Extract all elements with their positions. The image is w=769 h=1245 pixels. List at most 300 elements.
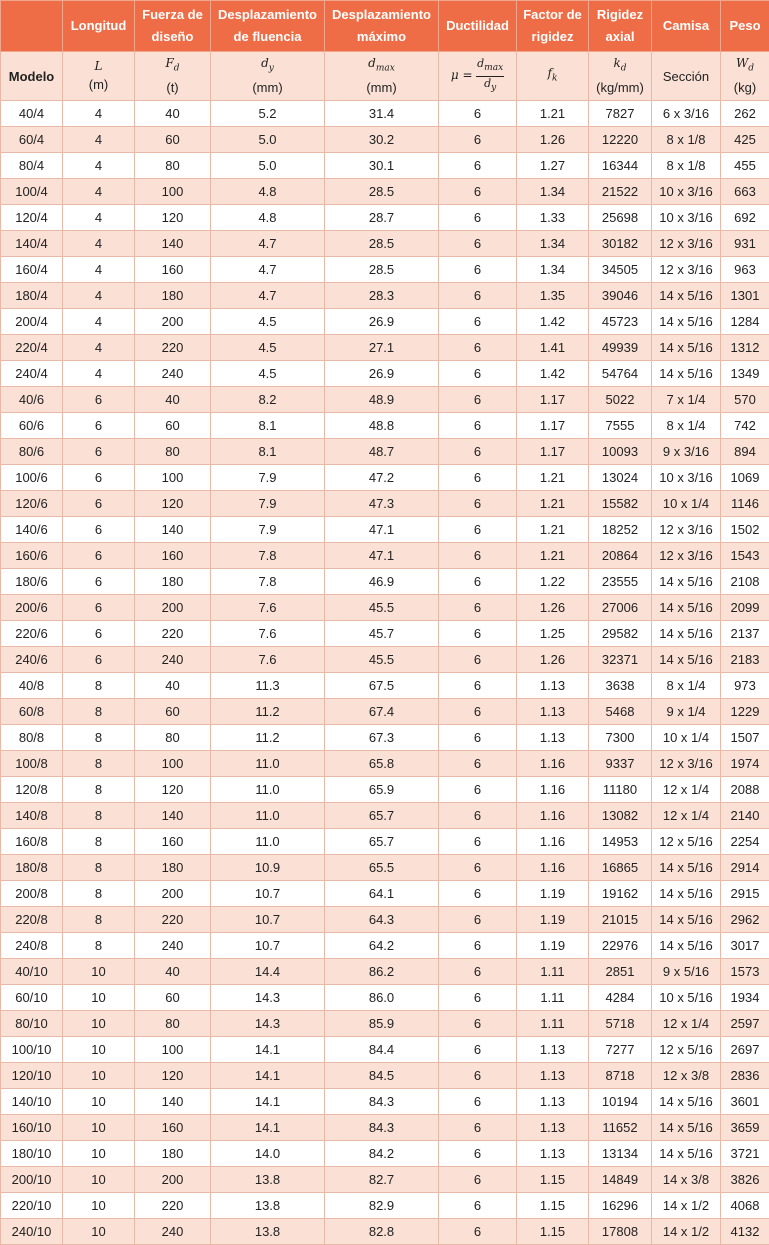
cell-desplazamiento-fluencia: 14.0	[211, 1141, 325, 1167]
cell-rigidez-axial: 7277	[589, 1037, 652, 1063]
cell-ductilidad: 6	[439, 1063, 517, 1089]
cell-ductilidad: 6	[439, 153, 517, 179]
cell-ductilidad: 6	[439, 647, 517, 673]
cell-ductilidad: 6	[439, 933, 517, 959]
cell-peso: 4132	[721, 1219, 769, 1245]
cell-modelo: 120/10	[1, 1063, 63, 1089]
table-row	[1, 985, 769, 1011]
cell-rigidez-axial: 34505	[589, 257, 652, 283]
cell-factor-rigidez: 1.25	[517, 621, 589, 647]
cell-rigidez-axial: 27006	[589, 595, 652, 621]
cell-desplazamiento-fluencia: 7.8	[211, 543, 325, 569]
cell-longitud: 8	[63, 673, 135, 699]
cell-longitud: 10	[63, 1167, 135, 1193]
cell-ductilidad: 6	[439, 1115, 517, 1141]
cell-modelo: 220/6	[1, 621, 63, 647]
cell-fuerza: 60	[135, 699, 211, 725]
cell-desplazamiento-maximo: 64.2	[325, 933, 439, 959]
table-row	[1, 1193, 769, 1219]
table-row	[1, 387, 769, 413]
cell-desplazamiento-fluencia: 14.1	[211, 1063, 325, 1089]
cell-ductilidad: 6	[439, 777, 517, 803]
table-row	[1, 309, 769, 335]
cell-rigidez-axial: 16344	[589, 153, 652, 179]
cell-rigidez-axial: 14849	[589, 1167, 652, 1193]
cell-rigidez-axial: 13082	[589, 803, 652, 829]
table-row	[1, 439, 769, 465]
cell-fuerza: 80	[135, 153, 211, 179]
cell-desplazamiento-fluencia: 4.5	[211, 309, 325, 335]
cell-desplazamiento-maximo: 86.0	[325, 985, 439, 1011]
table-row	[1, 751, 769, 777]
cell-fuerza: 100	[135, 751, 211, 777]
cell-ductilidad: 6	[439, 387, 517, 413]
cell-peso: 262	[721, 101, 769, 127]
cell-desplazamiento-fluencia: 10.7	[211, 933, 325, 959]
cell-longitud: 8	[63, 751, 135, 777]
cell-peso: 4068	[721, 1193, 769, 1219]
cell-camisa: 10 x 1/4	[652, 725, 721, 751]
subheader-peso: $W_d$ (kg)	[721, 52, 769, 101]
cell-fuerza: 140	[135, 231, 211, 257]
table-row	[1, 1063, 769, 1089]
cell-ductilidad: 6	[439, 1089, 517, 1115]
cell-fuerza: 180	[135, 1141, 211, 1167]
cell-rigidez-axial: 39046	[589, 283, 652, 309]
cell-rigidez-axial: 13024	[589, 465, 652, 491]
cell-longitud: 6	[63, 647, 135, 673]
cell-desplazamiento-fluencia: 13.8	[211, 1167, 325, 1193]
cell-rigidez-axial: 5718	[589, 1011, 652, 1037]
cell-desplazamiento-maximo: 28.5	[325, 231, 439, 257]
cell-factor-rigidez: 1.19	[517, 933, 589, 959]
cell-factor-rigidez: 1.26	[517, 127, 589, 153]
cell-peso: 1229	[721, 699, 769, 725]
cell-desplazamiento-fluencia: 10.7	[211, 881, 325, 907]
cell-desplazamiento-fluencia: 4.5	[211, 361, 325, 387]
cell-fuerza: 160	[135, 1115, 211, 1141]
cell-fuerza: 180	[135, 569, 211, 595]
cell-camisa: 7 x 1/4	[652, 387, 721, 413]
cell-fuerza: 80	[135, 1011, 211, 1037]
cell-desplazamiento-fluencia: 4.7	[211, 257, 325, 283]
cell-desplazamiento-fluencia: 14.4	[211, 959, 325, 985]
cell-ductilidad: 6	[439, 569, 517, 595]
cell-factor-rigidez: 1.42	[517, 309, 589, 335]
cell-desplazamiento-maximo: 64.1	[325, 881, 439, 907]
table-row	[1, 933, 769, 959]
table-row	[1, 1167, 769, 1193]
cell-longitud: 6	[63, 465, 135, 491]
cell-fuerza: 140	[135, 1089, 211, 1115]
cell-peso: 3601	[721, 1089, 769, 1115]
cell-factor-rigidez: 1.13	[517, 673, 589, 699]
cell-desplazamiento-fluencia: 11.0	[211, 751, 325, 777]
cell-factor-rigidez: 1.34	[517, 257, 589, 283]
cell-factor-rigidez: 1.16	[517, 777, 589, 803]
cell-factor-rigidez: 1.13	[517, 1141, 589, 1167]
cell-ductilidad: 6	[439, 439, 517, 465]
cell-camisa: 14 x 5/16	[652, 361, 721, 387]
cell-ductilidad: 6	[439, 881, 517, 907]
cell-desplazamiento-fluencia: 10.9	[211, 855, 325, 881]
cell-factor-rigidez: 1.33	[517, 205, 589, 231]
cell-longitud: 4	[63, 127, 135, 153]
cell-desplazamiento-maximo: 30.1	[325, 153, 439, 179]
cell-modelo: 240/10	[1, 1219, 63, 1245]
table-row	[1, 491, 769, 517]
cell-longitud: 8	[63, 803, 135, 829]
cell-ductilidad: 6	[439, 673, 517, 699]
cell-modelo: 140/6	[1, 517, 63, 543]
cell-modelo: 140/8	[1, 803, 63, 829]
cell-camisa: 9 x 5/16	[652, 959, 721, 985]
table-row	[1, 725, 769, 751]
cell-longitud: 4	[63, 335, 135, 361]
cell-longitud: 10	[63, 1089, 135, 1115]
cell-factor-rigidez: 1.21	[517, 101, 589, 127]
cell-modelo: 100/8	[1, 751, 63, 777]
cell-desplazamiento-fluencia: 13.8	[211, 1219, 325, 1245]
cell-desplazamiento-fluencia: 7.9	[211, 465, 325, 491]
cell-desplazamiento-fluencia: 14.1	[211, 1089, 325, 1115]
header-ductilidad: Ductilidad	[439, 1, 517, 52]
cell-desplazamiento-maximo: 47.2	[325, 465, 439, 491]
cell-desplazamiento-maximo: 28.7	[325, 205, 439, 231]
cell-factor-rigidez: 1.11	[517, 1011, 589, 1037]
table-row	[1, 673, 769, 699]
cell-longitud: 6	[63, 543, 135, 569]
cell-longitud: 4	[63, 205, 135, 231]
table-row	[1, 569, 769, 595]
cell-desplazamiento-maximo: 82.9	[325, 1193, 439, 1219]
cell-camisa: 10 x 1/4	[652, 491, 721, 517]
cell-modelo: 40/8	[1, 673, 63, 699]
cell-peso: 570	[721, 387, 769, 413]
cell-desplazamiento-maximo: 27.1	[325, 335, 439, 361]
cell-desplazamiento-fluencia: 7.8	[211, 569, 325, 595]
cell-desplazamiento-fluencia: 7.6	[211, 647, 325, 673]
cell-desplazamiento-fluencia: 4.5	[211, 335, 325, 361]
cell-desplazamiento-fluencia: 5.0	[211, 153, 325, 179]
cell-desplazamiento-fluencia: 11.0	[211, 803, 325, 829]
cell-modelo: 120/4	[1, 205, 63, 231]
header-blank	[1, 1, 63, 52]
subheader-ductilidad-formula: μ = $\frac{d_{max}}{d_y}$	[439, 52, 517, 101]
cell-modelo: 40/10	[1, 959, 63, 985]
cell-camisa: 12 x 1/4	[652, 803, 721, 829]
cell-desplazamiento-fluencia: 14.3	[211, 985, 325, 1011]
cell-fuerza: 40	[135, 387, 211, 413]
cell-desplazamiento-fluencia: 14.1	[211, 1037, 325, 1063]
header-desplazamiento-fluencia: Desplazamiento de fluencia	[211, 1, 325, 52]
cell-modelo: 100/10	[1, 1037, 63, 1063]
cell-desplazamiento-maximo: 65.5	[325, 855, 439, 881]
header-desplazamiento-maximo: Desplazamiento máximo	[325, 1, 439, 52]
cell-fuerza: 160	[135, 257, 211, 283]
table-row	[1, 803, 769, 829]
cell-desplazamiento-maximo: 47.1	[325, 543, 439, 569]
cell-camisa: 12 x 5/16	[652, 829, 721, 855]
cell-fuerza: 120	[135, 205, 211, 231]
cell-peso: 2088	[721, 777, 769, 803]
cell-desplazamiento-maximo: 45.5	[325, 595, 439, 621]
cell-factor-rigidez: 1.21	[517, 517, 589, 543]
cell-ductilidad: 6	[439, 1193, 517, 1219]
cell-camisa: 8 x 1/8	[652, 153, 721, 179]
cell-ductilidad: 6	[439, 985, 517, 1011]
table-row	[1, 855, 769, 881]
cell-fuerza: 60	[135, 127, 211, 153]
cell-fuerza: 120	[135, 491, 211, 517]
cell-desplazamiento-fluencia: 4.8	[211, 179, 325, 205]
cell-ductilidad: 6	[439, 699, 517, 725]
cell-desplazamiento-fluencia: 4.8	[211, 205, 325, 231]
cell-ductilidad: 6	[439, 907, 517, 933]
cell-modelo: 180/10	[1, 1141, 63, 1167]
cell-desplazamiento-maximo: 28.5	[325, 179, 439, 205]
subheader-rigidez-axial: $k_d$ (kg/mm)	[589, 52, 652, 101]
cell-modelo: 80/6	[1, 439, 63, 465]
cell-factor-rigidez: 1.13	[517, 1037, 589, 1063]
cell-desplazamiento-maximo: 67.4	[325, 699, 439, 725]
cell-rigidez-axial: 19162	[589, 881, 652, 907]
cell-peso: 894	[721, 439, 769, 465]
cell-fuerza: 80	[135, 439, 211, 465]
cell-rigidez-axial: 16296	[589, 1193, 652, 1219]
cell-longitud: 4	[63, 231, 135, 257]
cell-ductilidad: 6	[439, 1037, 517, 1063]
cell-rigidez-axial: 7555	[589, 413, 652, 439]
cell-modelo: 180/4	[1, 283, 63, 309]
header-peso: Peso	[721, 1, 769, 52]
cell-ductilidad: 6	[439, 595, 517, 621]
ductility-fraction: $\frac{d_{max}}{d_y}$	[476, 57, 504, 94]
cell-longitud: 4	[63, 179, 135, 205]
cell-peso: 1312	[721, 335, 769, 361]
subheader-modelo: Modelo	[1, 52, 63, 101]
cell-peso: 425	[721, 127, 769, 153]
cell-modelo: 220/8	[1, 907, 63, 933]
cell-longitud: 8	[63, 933, 135, 959]
cell-longitud: 4	[63, 283, 135, 309]
cell-factor-rigidez: 1.13	[517, 1063, 589, 1089]
cell-modelo: 160/10	[1, 1115, 63, 1141]
cell-rigidez-axial: 17808	[589, 1219, 652, 1245]
cell-peso: 2914	[721, 855, 769, 881]
cell-modelo: 220/4	[1, 335, 63, 361]
cell-desplazamiento-maximo: 65.8	[325, 751, 439, 777]
cell-ductilidad: 6	[439, 829, 517, 855]
cell-rigidez-axial: 54764	[589, 361, 652, 387]
cell-longitud: 6	[63, 595, 135, 621]
cell-modelo: 120/6	[1, 491, 63, 517]
cell-desplazamiento-maximo: 48.8	[325, 413, 439, 439]
cell-longitud: 6	[63, 569, 135, 595]
subheader-factor-rigidez: $f_k$	[517, 52, 589, 101]
cell-camisa: 14 x 1/2	[652, 1219, 721, 1245]
cell-rigidez-axial: 18252	[589, 517, 652, 543]
cell-camisa: 8 x 1/4	[652, 413, 721, 439]
cell-desplazamiento-fluencia: 11.2	[211, 699, 325, 725]
cell-desplazamiento-maximo: 48.7	[325, 439, 439, 465]
cell-rigidez-axial: 23555	[589, 569, 652, 595]
cell-longitud: 8	[63, 725, 135, 751]
cell-rigidez-axial: 22976	[589, 933, 652, 959]
header-row	[1, 1, 769, 52]
cell-ductilidad: 6	[439, 465, 517, 491]
cell-desplazamiento-fluencia: 7.6	[211, 621, 325, 647]
cell-longitud: 8	[63, 699, 135, 725]
cell-ductilidad: 6	[439, 751, 517, 777]
table-row	[1, 699, 769, 725]
cell-ductilidad: 6	[439, 621, 517, 647]
cell-fuerza: 40	[135, 959, 211, 985]
cell-peso: 2183	[721, 647, 769, 673]
cell-rigidez-axial: 21522	[589, 179, 652, 205]
cell-camisa: 14 x 5/16	[652, 569, 721, 595]
cell-desplazamiento-maximo: 84.4	[325, 1037, 439, 1063]
cell-camisa: 14 x 5/16	[652, 335, 721, 361]
cell-longitud: 10	[63, 985, 135, 1011]
header-camisa: Camisa	[652, 1, 721, 52]
cell-factor-rigidez: 1.16	[517, 803, 589, 829]
table-row	[1, 881, 769, 907]
cell-modelo: 180/8	[1, 855, 63, 881]
cell-modelo: 220/10	[1, 1193, 63, 1219]
cell-camisa: 12 x 3/16	[652, 231, 721, 257]
cell-camisa: 14 x 5/16	[652, 283, 721, 309]
cell-fuerza: 160	[135, 543, 211, 569]
cell-longitud: 4	[63, 257, 135, 283]
cell-modelo: 140/4	[1, 231, 63, 257]
header-longitud: Longitud	[63, 1, 135, 52]
cell-fuerza: 60	[135, 985, 211, 1011]
cell-fuerza: 200	[135, 595, 211, 621]
cell-longitud: 6	[63, 491, 135, 517]
cell-desplazamiento-fluencia: 8.1	[211, 439, 325, 465]
cell-camisa: 10 x 3/16	[652, 205, 721, 231]
cell-longitud: 4	[63, 153, 135, 179]
table-row	[1, 595, 769, 621]
cell-rigidez-axial: 14953	[589, 829, 652, 855]
cell-rigidez-axial: 7827	[589, 101, 652, 127]
cell-rigidez-axial: 8718	[589, 1063, 652, 1089]
cell-peso: 2836	[721, 1063, 769, 1089]
cell-modelo: 80/10	[1, 1011, 63, 1037]
cell-peso: 973	[721, 673, 769, 699]
cell-factor-rigidez: 1.41	[517, 335, 589, 361]
cell-fuerza: 100	[135, 465, 211, 491]
cell-fuerza: 220	[135, 907, 211, 933]
cell-fuerza: 120	[135, 1063, 211, 1089]
cell-factor-rigidez: 1.27	[517, 153, 589, 179]
cell-ductilidad: 6	[439, 283, 517, 309]
cell-modelo: 100/4	[1, 179, 63, 205]
cell-modelo: 240/4	[1, 361, 63, 387]
cell-desplazamiento-fluencia: 11.3	[211, 673, 325, 699]
cell-peso: 1301	[721, 283, 769, 309]
cell-factor-rigidez: 1.21	[517, 491, 589, 517]
cell-camisa: 14 x 5/16	[652, 309, 721, 335]
cell-desplazamiento-fluencia: 5.0	[211, 127, 325, 153]
table-row	[1, 543, 769, 569]
cell-rigidez-axial: 29582	[589, 621, 652, 647]
cell-desplazamiento-maximo: 65.7	[325, 803, 439, 829]
cell-peso: 455	[721, 153, 769, 179]
cell-camisa: 14 x 5/16	[652, 933, 721, 959]
table-row	[1, 907, 769, 933]
cell-rigidez-axial: 16865	[589, 855, 652, 881]
cell-fuerza: 140	[135, 803, 211, 829]
cell-modelo: 180/6	[1, 569, 63, 595]
cell-longitud: 10	[63, 1219, 135, 1245]
subheader-longitud: L (m)	[63, 52, 135, 101]
cell-peso: 1146	[721, 491, 769, 517]
cell-longitud: 10	[63, 1141, 135, 1167]
cell-ductilidad: 6	[439, 725, 517, 751]
cell-factor-rigidez: 1.16	[517, 751, 589, 777]
cell-factor-rigidez: 1.13	[517, 1115, 589, 1141]
cell-camisa: 12 x 1/4	[652, 1011, 721, 1037]
cell-modelo: 60/6	[1, 413, 63, 439]
cell-longitud: 6	[63, 621, 135, 647]
cell-longitud: 8	[63, 777, 135, 803]
cell-camisa: 10 x 3/16	[652, 465, 721, 491]
cell-camisa: 10 x 5/16	[652, 985, 721, 1011]
cell-fuerza: 40	[135, 101, 211, 127]
cell-rigidez-axial: 5022	[589, 387, 652, 413]
cell-desplazamiento-maximo: 67.3	[325, 725, 439, 751]
table-row	[1, 205, 769, 231]
cell-longitud: 8	[63, 907, 135, 933]
cell-ductilidad: 6	[439, 1011, 517, 1037]
cell-rigidez-axial: 11180	[589, 777, 652, 803]
cell-rigidez-axial: 20864	[589, 543, 652, 569]
cell-desplazamiento-maximo: 82.8	[325, 1219, 439, 1245]
cell-rigidez-axial: 32371	[589, 647, 652, 673]
cell-longitud: 10	[63, 1115, 135, 1141]
cell-camisa: 14 x 5/16	[652, 1089, 721, 1115]
cell-longitud: 8	[63, 881, 135, 907]
cell-ductilidad: 6	[439, 543, 517, 569]
cell-modelo: 80/4	[1, 153, 63, 179]
cell-factor-rigidez: 1.21	[517, 543, 589, 569]
cell-camisa: 14 x 5/16	[652, 647, 721, 673]
cell-factor-rigidez: 1.11	[517, 985, 589, 1011]
subheader-desplazamiento-maximo: $d_{max}$ (mm)	[325, 52, 439, 101]
cell-desplazamiento-fluencia: 11.0	[211, 829, 325, 855]
cell-peso: 1573	[721, 959, 769, 985]
cell-desplazamiento-fluencia: 4.7	[211, 231, 325, 257]
cell-desplazamiento-maximo: 47.3	[325, 491, 439, 517]
cell-peso: 3659	[721, 1115, 769, 1141]
cell-fuerza: 240	[135, 933, 211, 959]
cell-rigidez-axial: 10194	[589, 1089, 652, 1115]
cell-camisa: 14 x 5/16	[652, 1115, 721, 1141]
cell-peso: 2140	[721, 803, 769, 829]
cell-rigidez-axial: 30182	[589, 231, 652, 257]
cell-modelo: 40/6	[1, 387, 63, 413]
cell-peso: 742	[721, 413, 769, 439]
cell-fuerza: 60	[135, 413, 211, 439]
cell-factor-rigidez: 1.11	[517, 959, 589, 985]
table-row	[1, 1141, 769, 1167]
header-fuerza: Fuerza de diseño	[135, 1, 211, 52]
header-factor-rigidez: Factor de rigidez	[517, 1, 589, 52]
cell-longitud: 6	[63, 413, 135, 439]
cell-ductilidad: 6	[439, 517, 517, 543]
